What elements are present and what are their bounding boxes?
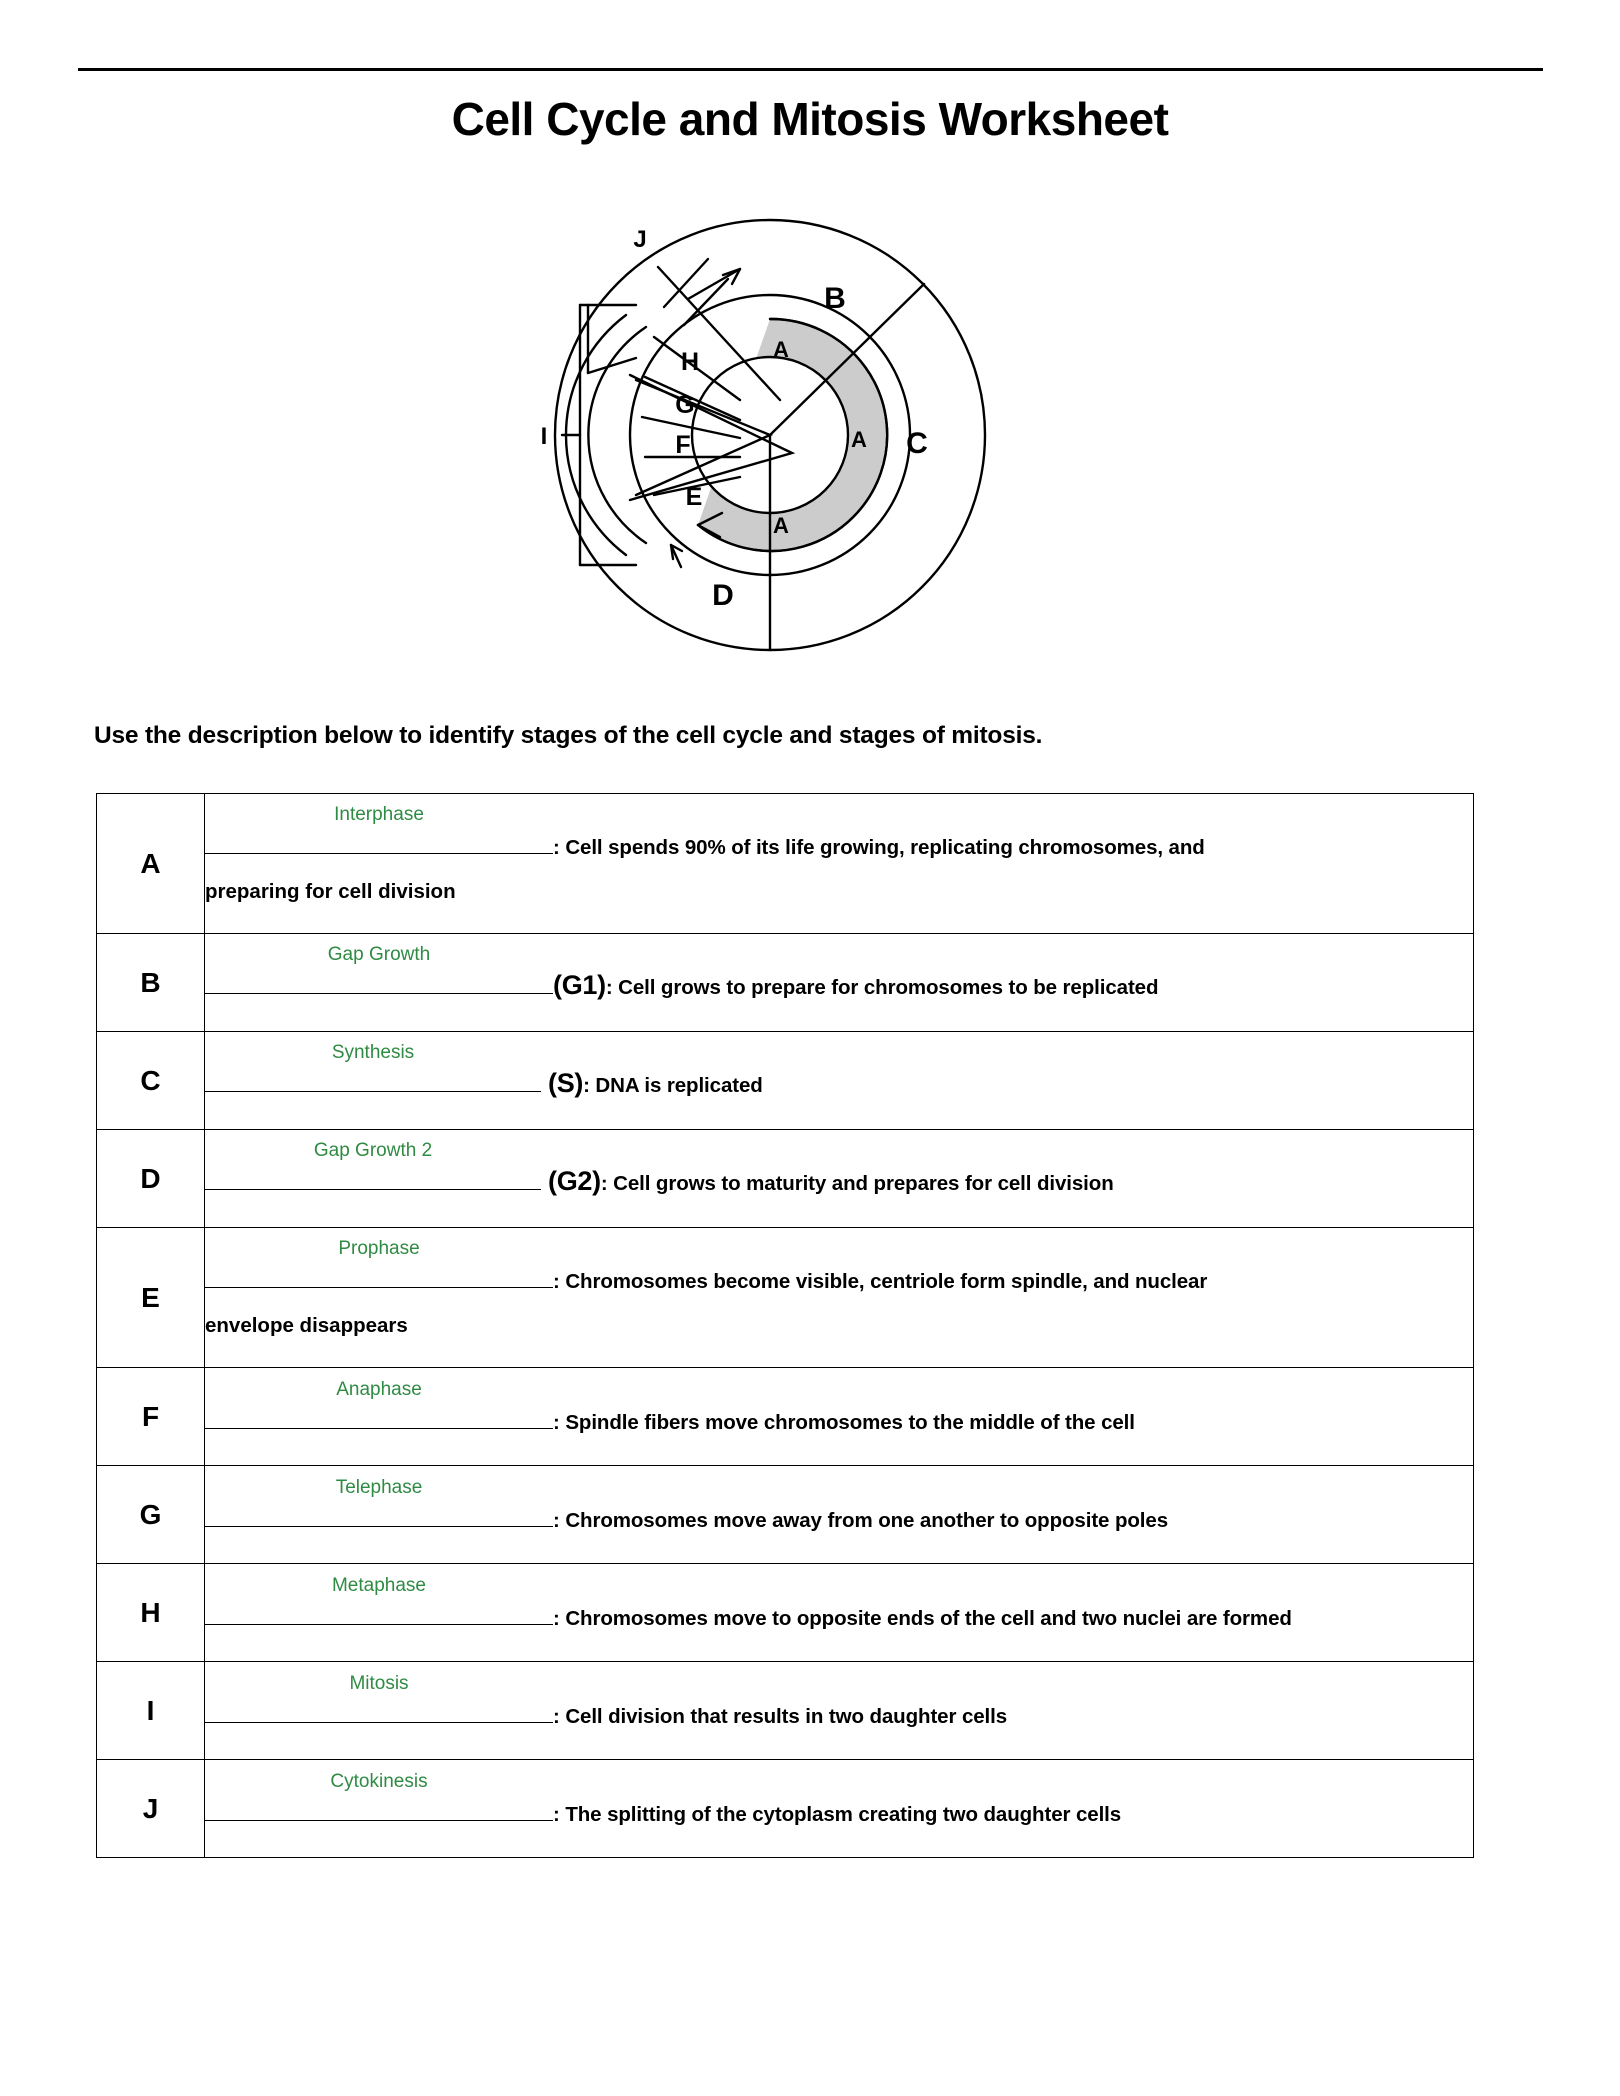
diagram-label-j: J [633,226,647,253]
table-row [97,1564,1474,1662]
answer-blank-j[interactable] [205,1770,553,1821]
row-content-j [205,1760,1474,1858]
row-content-c [205,1032,1474,1130]
table-row [97,1466,1474,1564]
row-letter-a: A [97,794,205,934]
table-row [97,794,1474,934]
answer-text-a: Interphase [334,803,424,825]
answer-text-c: Synthesis [331,1042,415,1063]
answer-text-j: Cytokinesis [330,1770,428,1792]
row-phase-tag-c: (S) [548,1068,584,1098]
cell-cycle-diagram [440,195,1100,675]
diagram-label-a-right: A [851,427,867,452]
table-row [97,1130,1474,1228]
table-row [97,1662,1474,1760]
row-description-tail-e: envelope disappears [205,1313,408,1337]
row-content-a [205,794,1474,934]
table-row [97,1760,1474,1858]
row-content-i [205,1662,1474,1760]
j-tick-1 [664,259,708,307]
row-letter-f: F [97,1368,205,1466]
answer-blank-g[interactable] [205,1476,553,1527]
answer-text-b: Gap Growth [327,944,431,965]
page-title: Cell Cycle and Mitosis Worksheet [451,93,1169,145]
row-content-h [205,1564,1474,1662]
row-letter-b: B [97,934,205,1032]
table-body [97,794,1474,1858]
row-letter-j: J [97,1760,205,1858]
row-letter-c: C [97,1032,205,1130]
answer-text-e: Prophase [338,1237,420,1259]
diagram-label-a-top: A [773,337,789,362]
row-phase-tag-b: (G1) [553,970,606,1000]
row-description-g: : Chromosomes move away from one another to opposite poles [553,1508,1168,1532]
answer-text-h: Metaphase [331,1574,426,1596]
diagram-label-e: E [685,483,703,511]
answer-text-g: Telephase [335,1476,423,1498]
diagram-label-c: C [906,427,928,460]
row-description-b: : Cell grows to prepare for chromosomes to be replicated [605,976,1159,999]
answer-blank-d[interactable] [205,1140,541,1190]
row-description-tail-a: preparing for cell division [205,879,456,903]
row-description-f: : Spindle fibers move chromosomes to the middle of the cell [553,1410,1135,1434]
answer-blank-c[interactable] [205,1042,541,1092]
row-phase-tag-d: (G2) [548,1166,601,1196]
answer-blank-f[interactable] [205,1378,553,1429]
table-row [97,1228,1474,1368]
answer-blank-a[interactable] [205,803,553,854]
row-letter-d: D [97,1130,205,1228]
row-letter-i: I [97,1662,205,1760]
answer-text-d: Gap Growth 2 [313,1140,433,1161]
instruction-text: Use the description below to identify stages of the cell cycle and stages of mitosis. [94,722,1043,749]
row-description-e: : Chromosomes become visible, centriole form spindle, and nuclear [553,1269,1208,1293]
fan-inner-arc [588,327,646,543]
answer-blank-b[interactable] [205,944,553,994]
row-description-j: : The splitting of the cytoplasm creating two daughter cells [553,1802,1122,1826]
cell-cycle-answer-table [96,793,1474,1858]
row-content-f [205,1368,1474,1466]
answer-blank-h[interactable] [205,1574,553,1625]
row-letter-e: E [97,1228,205,1368]
row-content-e [205,1228,1474,1368]
diagram-label-b: B [824,282,846,315]
diagram-label-a-bottom: A [773,513,789,538]
table-row [97,934,1474,1032]
row-description-h: : Chromosomes move to opposite ends of the cell and two nuclei are formed [553,1606,1292,1630]
diagram-label-f: F [675,431,691,459]
row-description-i: : Cell division that results in two daughter cells [553,1704,1008,1728]
answer-text-i: Mitosis [349,1672,409,1694]
row-content-b [205,934,1474,1032]
row-content-d [205,1130,1474,1228]
row-description-c: : DNA is replicated [583,1074,763,1097]
diagram-label-d: D [712,579,734,612]
diagram-label-i: I [540,423,548,450]
row-letter-h: H [97,1564,205,1662]
row-content-g [205,1466,1474,1564]
diagram-label-h: H [680,348,700,376]
table-row [97,1368,1474,1466]
diagram-label-g: G [675,391,695,419]
row-description-d: : Cell grows to maturity and prepares for cell division [600,1172,1114,1195]
header-divider [78,68,1543,71]
answer-blank-i[interactable] [205,1672,553,1723]
answer-blank-e[interactable] [205,1237,553,1288]
table-row [97,1032,1474,1130]
row-description-a: : Cell spends 90% of its life growing, replicating chromosomes, and [553,835,1205,859]
row-letter-g: G [97,1466,205,1564]
answer-text-f: Anaphase [336,1378,422,1400]
